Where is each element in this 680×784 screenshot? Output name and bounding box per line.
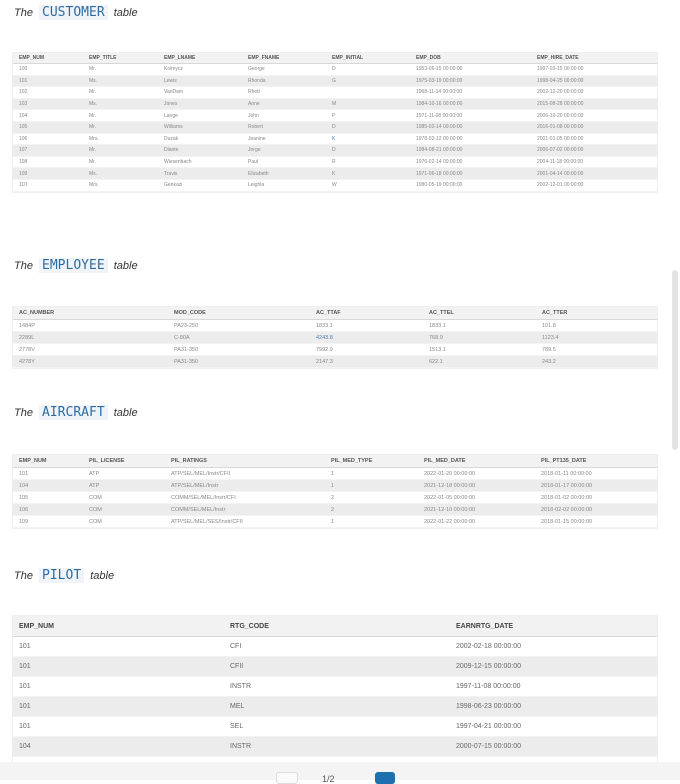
table-cell: 1123.4 (536, 332, 657, 344)
table-row (13, 356, 657, 368)
table-cell: 2018-01-17 00:00:00 (535, 480, 657, 492)
title-code: AIRCRAFT (39, 405, 108, 420)
table-cell: 2000-07-15 00:00:00 (450, 737, 657, 757)
table-row (13, 344, 657, 356)
column-header: AC_TTER (536, 307, 657, 320)
table-cell: 1 (325, 480, 418, 492)
customer-section-title (14, 5, 138, 20)
table-row (13, 98, 657, 110)
column-header: AC_TTEL (423, 307, 536, 320)
table-cell: ATP/SEL/MEL/Instr/CFII (165, 468, 325, 480)
table-cell: 104 (13, 737, 224, 757)
column-header: PIL_MED_TYPE (325, 455, 418, 468)
table-cell: 104 (13, 110, 83, 122)
table-cell: 4243.8 (310, 332, 423, 344)
pilot-table-container (12, 615, 658, 778)
pilot-section-title (14, 568, 114, 583)
table-cell: 1 (325, 516, 418, 528)
table-cell: 1998-04-25 00:00:00 (531, 75, 657, 87)
table-cell: Mr. (83, 145, 158, 157)
table-cell: 2002-12-20 00:00:00 (531, 87, 657, 99)
table-cell: 1971-11-08 00:00:00 (410, 110, 531, 122)
table-row (13, 121, 657, 133)
table-cell: Jorge (242, 145, 326, 157)
table-cell: 1976-02-14 00:00:00 (410, 156, 531, 168)
table-cell: 2002-02-18 00:00:00 (450, 637, 657, 657)
table-cell: 1984-10-16 00:00:00 (410, 98, 531, 110)
table-cell: 1978-02-12 00:00:00 (410, 133, 531, 145)
table-cell: 2022-01-22 00:00:00 (418, 516, 535, 528)
table-cell: 101 (13, 637, 224, 657)
title-prefix: The (14, 407, 33, 419)
table-cell: 101 (13, 75, 83, 87)
next-page-button[interactable] (375, 772, 395, 784)
table-cell: 105 (13, 121, 83, 133)
aircraft-table (13, 455, 657, 528)
table-cell: 2001-04-14 00:00:00 (531, 168, 657, 180)
table-cell: 2778V (13, 344, 168, 356)
table-cell: COMM/SEL/MEL/Instr/CFI (165, 492, 325, 504)
table-row (13, 480, 657, 492)
table-cell: Ms. (83, 168, 158, 180)
table-cell: 106 (13, 133, 83, 145)
column-header: PIL_RATINGS (165, 455, 325, 468)
table-cell: 2289L (13, 332, 168, 344)
table-cell: 2022-01-05 00:00:00 (418, 492, 535, 504)
title-suffix: table (113, 407, 138, 419)
table-cell: 2021-12-18 00:00:00 (418, 480, 535, 492)
table-cell: 789.5 (536, 344, 657, 356)
table-cell: Wiesenbach (158, 156, 242, 168)
customer-table-container (12, 52, 658, 193)
table-cell: 2018-01-02 00:00:00 (535, 492, 657, 504)
table-row (13, 64, 657, 76)
title-suffix: table (113, 260, 138, 272)
table-cell: 2018-01-15 00:00:00 (535, 516, 657, 528)
employee-table-container (12, 306, 658, 369)
table-cell: Mr. (83, 110, 158, 122)
table-cell: 108 (13, 156, 83, 168)
pilot-table (13, 616, 657, 777)
column-header: MOD_CODE (168, 307, 310, 320)
table-row (13, 492, 657, 504)
table-cell: 2021-12-10 00:00:00 (418, 504, 535, 516)
column-header: PIL_LICENSE (83, 455, 165, 468)
column-header: EMP_TITLE (83, 53, 158, 64)
table-cell: CFII (224, 657, 450, 677)
table-row (13, 87, 657, 99)
table-cell: 101 (13, 717, 224, 737)
table-cell: Duzak (158, 133, 242, 145)
table-cell: MEL (224, 697, 450, 717)
table-cell: 1997-03-15 00:00:00 (531, 64, 657, 76)
aircraft-table-container (12, 454, 658, 529)
table-cell: 2015-08-28 00:00:00 (531, 98, 657, 110)
table-cell: 243.2 (536, 356, 657, 368)
title-prefix: The (14, 7, 33, 19)
table-cell: 1953-06-15 00:00:00 (410, 64, 531, 76)
column-header: EMP_NUM (13, 53, 83, 64)
table-cell: M (326, 98, 410, 110)
table-cell: 101.8 (536, 320, 657, 332)
table-cell: R (326, 156, 410, 168)
table-cell: 1984-08-21 00:00:00 (410, 145, 531, 157)
table-cell: SEL (224, 717, 450, 737)
table-cell: 100 (13, 64, 83, 76)
table-cell: Ms. (83, 75, 158, 87)
table-cell: Mrs. (83, 133, 158, 145)
table-cell: 1997-04-21 00:00:00 (450, 717, 657, 737)
table-cell (326, 87, 410, 99)
table-cell: 2 (325, 492, 418, 504)
table-row (13, 75, 657, 87)
table-cell: Genkazi (158, 179, 242, 191)
table-cell: 1968-11-14 00:00:00 (410, 87, 531, 99)
column-header: RTG_CODE (224, 616, 450, 637)
table-cell: 101 (13, 468, 83, 480)
table-cell: Mrs. (83, 179, 158, 191)
table-cell: 1980-05-19 00:00:00 (410, 179, 531, 191)
table-cell: G (326, 75, 410, 87)
table-cell: 2006-07-02 00:00:00 (531, 145, 657, 157)
table-cell: Kolmycz (158, 64, 242, 76)
table-cell: 1484P (13, 320, 168, 332)
column-header: EMP_NUM (13, 616, 224, 637)
table-cell: 105 (13, 492, 83, 504)
table-cell: Mr. (83, 121, 158, 133)
table-cell: INSTR (224, 737, 450, 757)
table-cell: Travis (158, 168, 242, 180)
column-header: AC_TTAF (310, 307, 423, 320)
column-header: EMP_INITIAL (326, 53, 410, 64)
table-cell: K (326, 168, 410, 180)
table-cell: 109 (13, 516, 83, 528)
table-cell: 2018-02-02 00:00:00 (535, 504, 657, 516)
table-cell: W (326, 179, 410, 191)
table-cell: 2009-12-15 00:00:00 (450, 657, 657, 677)
table-row (13, 677, 657, 697)
table-row (13, 156, 657, 168)
table-cell: COM (83, 516, 165, 528)
table-cell: 1975-03-19 00:00:00 (410, 75, 531, 87)
table-row (13, 168, 657, 180)
previous-page-button[interactable] (276, 772, 298, 784)
table-cell: 106 (13, 504, 83, 516)
table-cell: COM (83, 492, 165, 504)
table-row (13, 657, 657, 677)
page-scrollbar[interactable] (672, 270, 678, 450)
table-cell: 1985-03-14 00:00:00 (410, 121, 531, 133)
column-header: EMP_HIRE_DATE (531, 53, 657, 64)
table-row (13, 516, 657, 528)
table-cell: Diante (158, 145, 242, 157)
table-cell: ATP/SEL/MEL/Instr (165, 480, 325, 492)
title-code: EMPLOYEE (39, 258, 108, 273)
table-cell: COM (83, 504, 165, 516)
table-cell: 4278Y (13, 356, 168, 368)
employee-table (13, 307, 657, 368)
table-row (13, 717, 657, 737)
table-cell: 103 (13, 98, 83, 110)
table-cell: P (326, 110, 410, 122)
table-cell: 107 (13, 145, 83, 157)
table-cell: 2147.3 (310, 356, 423, 368)
table-cell: 7992.9 (310, 344, 423, 356)
employee-section-title (14, 258, 138, 273)
table-row (13, 637, 657, 657)
column-header: PIL_MED_DATE (418, 455, 535, 468)
table-cell: George (242, 64, 326, 76)
table-cell: 1998-06-23 00:00:00 (450, 697, 657, 717)
table-cell: 1971-06-18 00:00:00 (410, 168, 531, 180)
table-cell: Leighla (242, 179, 326, 191)
page-indicator: 1/2 (322, 774, 335, 784)
table-cell: 768.9 (423, 332, 536, 344)
table-cell: Lewis (158, 75, 242, 87)
table-cell: Jones (158, 98, 242, 110)
table-cell: 102 (13, 87, 83, 99)
table-cell: Mr. (83, 156, 158, 168)
table-cell: INSTR (224, 677, 450, 697)
table-cell: D (326, 64, 410, 76)
table-cell: 2006-10-20 00:00:00 (531, 110, 657, 122)
table-cell: D (326, 121, 410, 133)
column-header: EMP_FNAME (242, 53, 326, 64)
table-cell: 622.1 (423, 356, 536, 368)
table-cell: ATP (83, 468, 165, 480)
table-cell: PA31-350 (168, 344, 310, 356)
table-cell: Ms. (83, 98, 158, 110)
table-cell: 1833.1 (423, 320, 536, 332)
table-cell: John (242, 110, 326, 122)
table-cell: 1833.1 (310, 320, 423, 332)
title-prefix: The (14, 260, 33, 272)
table-cell: 101 (13, 697, 224, 717)
table-cell: ATP/SEL/MEL/SES/Instr/CFII (165, 516, 325, 528)
table-cell: Robert (242, 121, 326, 133)
table-cell: Anne (242, 98, 326, 110)
table-cell: 1997-11-08 00:00:00 (450, 677, 657, 697)
table-cell: Jeanine (242, 133, 326, 145)
table-row (13, 504, 657, 516)
table-cell: 2016-01-08 00:00:00 (531, 121, 657, 133)
table-cell: PA31-350 (168, 356, 310, 368)
table-cell: C-90A (168, 332, 310, 344)
title-code: PILOT (39, 568, 84, 583)
table-cell: Lange (158, 110, 242, 122)
table-cell: Elizabeth (242, 168, 326, 180)
table-row (13, 179, 657, 191)
table-cell: Rhonda (242, 75, 326, 87)
column-header: EMP_NUM (13, 455, 83, 468)
column-header: PIL_PT135_DATE (535, 455, 657, 468)
title-code: CUSTOMER (39, 5, 108, 20)
table-cell: Rhett (242, 87, 326, 99)
table-cell: 101 (13, 677, 224, 697)
table-cell: Mr. (83, 87, 158, 99)
table-cell: K (326, 133, 410, 145)
table-row (13, 468, 657, 480)
table-cell: 109 (13, 168, 83, 180)
table-cell: 2 (325, 504, 418, 516)
table-cell: CFI (224, 637, 450, 657)
table-row (13, 332, 657, 344)
table-cell: Williams (158, 121, 242, 133)
table-cell: 101 (13, 657, 224, 677)
column-header: AC_NUMBER (13, 307, 168, 320)
table-cell: VanDam (158, 87, 242, 99)
table-cell: D (326, 145, 410, 157)
column-header: EMP_LNAME (158, 53, 242, 64)
aircraft-section-title (14, 405, 138, 420)
table-cell: 1513.1 (423, 344, 536, 356)
table-cell: Mr. (83, 64, 158, 76)
title-suffix: table (113, 7, 138, 19)
table-cell: 110 (13, 179, 83, 191)
table-cell: PA23-250 (168, 320, 310, 332)
table-cell: 2001-01-05 00:00:00 (531, 133, 657, 145)
column-header: EMP_DOB (410, 53, 531, 64)
table-cell: ATP (83, 480, 165, 492)
table-cell: Paul (242, 156, 326, 168)
column-header: EARNRTG_DATE (450, 616, 657, 637)
table-row (13, 110, 657, 122)
table-row (13, 320, 657, 332)
title-suffix: table (90, 570, 115, 582)
table-row (13, 133, 657, 145)
customer-table (13, 53, 657, 192)
table-row (13, 737, 657, 757)
pagination-bar (0, 762, 680, 784)
table-cell: 2022-01-20 00:00:00 (418, 468, 535, 480)
table-cell: 1 (325, 468, 418, 480)
table-cell: 104 (13, 480, 83, 492)
table-cell: 2018-01-11 00:00:00 (535, 468, 657, 480)
table-cell: 2002-12-01 00:00:00 (531, 179, 657, 191)
table-row (13, 145, 657, 157)
table-row (13, 697, 657, 717)
title-prefix: The (14, 570, 33, 582)
table-cell: 2004-11-18 00:00:00 (531, 156, 657, 168)
table-cell: COMM/SEL/MEL/Instr (165, 504, 325, 516)
